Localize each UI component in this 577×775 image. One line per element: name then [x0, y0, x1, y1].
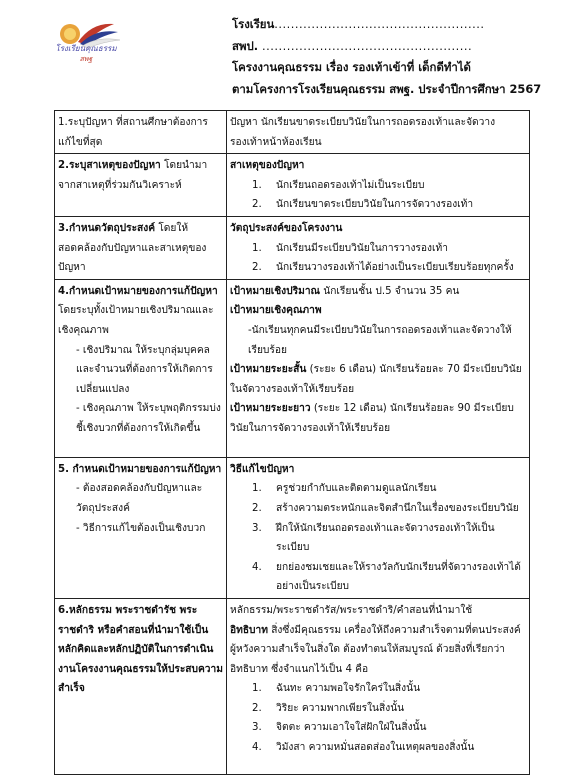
list-item — [230, 718, 526, 738]
row2-left — [55, 154, 227, 217]
school-dots: ................................................... — [274, 17, 485, 31]
list-item — [230, 699, 526, 719]
list-item — [230, 258, 526, 278]
table-row — [55, 279, 530, 457]
row6-right — [227, 598, 530, 774]
list-item — [230, 738, 526, 758]
row2-right — [227, 154, 530, 217]
office-dots: ................................................... — [262, 38, 473, 53]
row3-right-head: วัตถุประสงค์ของโครงงาน — [230, 222, 343, 234]
list-item — [230, 679, 526, 699]
item-number: 2. — [252, 262, 262, 274]
iddhipada-desc: สิ่งซึ่งมีคุณธรรม เครื่องให้ถึงความสำเร็จตามที่ตนประสงค์ ผู้หวังความสำเร็จในสิ่งใด ต้องทำตนให้สมบูรณ์ ด้วยสิ่งที่เรียกว่า อิทธิบาท ซึ่งจำแนกไว้เป็น 4 คือ — [230, 624, 521, 675]
long-term-goal — [230, 399, 526, 438]
short-term-goal — [230, 360, 526, 399]
item-text: ครูช่วยกำกับและติดตามดูแลนักเรียน — [276, 483, 437, 495]
table-row — [55, 216, 530, 279]
list-item — [230, 558, 526, 597]
row4-left-bold: 4.กำหนดเป้าหมายของการแก้ปัญหา — [58, 285, 218, 297]
item-number: 4. — [252, 742, 262, 754]
project-subtitle: ตามโครงการโรงเรียนคุณธรรม สพฐ. ประจำปีการศึกษา 2567 — [232, 81, 542, 96]
list-item — [230, 519, 526, 558]
table-row — [55, 598, 530, 774]
logo-caption — [40, 44, 132, 64]
project-table — [54, 110, 530, 775]
row6-right-head: หลักธรรม/พระราชดำรัส/พระราชดำริ/คำสอนที่นำมาใช้ — [230, 604, 473, 616]
list-item — [230, 195, 526, 215]
row6-left-text: 6.หลักธรรม พระราชดำรัช พระราชดำริ หรือคำสอนที่นำมาใช้เป็นหลักคิดและหลักปฏิบัติในการดำเนินงานโครงงานคุณธรรมให้ประสบความสำเร็จ — [58, 604, 223, 695]
item-text: นักเรียนวางรองเท้าได้อย่างเป็นระเบียบเรียบร้อยทุกครั้ง — [276, 262, 514, 274]
table-row — [55, 457, 530, 598]
list-item — [230, 499, 526, 519]
row5-right-head: วิธีแก้ไขปัญหา — [230, 463, 295, 475]
iddhipada-label: อิทธิบาท — [230, 624, 268, 636]
row2-left-rest: โดยนำมาจากสาเหตุที่ร่วมกันวิเคราะห์ — [58, 160, 208, 191]
item-number: 2. — [252, 702, 262, 714]
item-number: 1. — [252, 179, 262, 191]
row4-left-sub1: - เชิงปริมาณ ให้ระบุกลุ่มบุคคล และจำนวนที่ต้องการให้เกิดการเปลี่ยนแปลง — [76, 344, 213, 395]
logo-caption-sub: สพฐ — [79, 55, 93, 63]
document-header — [232, 14, 572, 100]
row1-right — [227, 111, 530, 154]
item-text: นักเรียนมีระเบียบวินัยในการวางรองเท้า — [276, 242, 448, 254]
item-number: 3. — [252, 522, 262, 534]
item-text: วิริยะ ความพากเพียรในสิ่งนั้น — [276, 702, 405, 714]
item-text: วิมังสา ความหมั่นสอดส่องในเหตุผลของสิ่งนั้น — [276, 742, 475, 754]
table-row — [55, 154, 530, 217]
item-text: ฉันทะ ความพอใจรักใคร่ในสิ่งนั้น — [276, 683, 421, 695]
row4-left-rest: โดยระบุทั้งเป้าหมายเชิงปริมาณและเชิงคุณภาพ — [58, 305, 214, 336]
row3-left — [55, 216, 227, 279]
item-number: 2. — [252, 199, 262, 211]
row2-right-head: สาเหตุของปัญหา — [230, 160, 305, 172]
row6-left — [55, 598, 227, 774]
row4-right — [227, 279, 530, 457]
quantity-goal — [230, 282, 526, 302]
row3-left-rest: โดยให้สอดคล้องกับปัญหาและสาเหตุของปัญหา — [58, 222, 207, 274]
short-term-text: (ระยะ 6 เดือน) นักเรียนร้อยละ 70 มีระเบียบวินัยในจัดวางรองเท้าให้เรียบร้อย — [230, 364, 522, 395]
row1-right-text: ปัญหา นักเรียนขาดระเบียบวินัยในการถอดรองเท้าและจัดวางรองเท้าหน้าห้องเรียน — [230, 117, 496, 148]
row3-right — [227, 216, 530, 279]
item-text: สร้างความตระหนักและจิตสำนึกในเรื่องของระเบียบวินัย — [276, 502, 519, 514]
row5-left — [55, 457, 227, 598]
item-number: 1. — [252, 242, 262, 254]
quality-goal-text: -นักเรียนทุกคนมีระเบียบวินัยในการถอดรองเท้าและจัดวางให้เรียบร้อย — [248, 324, 512, 356]
row1-left-text: 1.ระบุปัญหา ที่สถานศึกษาต้องการแก้ไขที่สุด — [58, 117, 208, 148]
row4-left-sub2: - เชิงคุณภาพ ให้ระบุพฤติกรรมบ่งชี้เชิงบวกที่ต้องการให้เกิดขึ้น — [76, 403, 221, 434]
row5-right — [227, 457, 530, 598]
list-item — [230, 176, 526, 196]
iddhipada-text — [230, 621, 526, 680]
item-number: 1. — [252, 683, 262, 695]
list-item — [230, 479, 526, 499]
item-text: ฝึกให้นักเรียนถอดรองเท้าและจัดวางรองเท้าให้เป็นระเบียบ — [276, 522, 495, 554]
item-number: 2. — [252, 502, 262, 514]
office-line — [232, 36, 572, 58]
row4-left-title — [58, 282, 223, 341]
quality-goal-label: เป้าหมายเชิงคุณภาพ — [230, 305, 322, 317]
row5-left-sub1: - ต้องสอดคล้องกับปัญหาและวัตถุประสงค์ — [76, 483, 203, 514]
school-line — [232, 14, 572, 36]
long-term-label: เป้าหมายระยะยาว — [230, 403, 311, 415]
quantity-goal-text: นักเรียนชั้น ป.5 จำนวน 35 คน — [320, 285, 460, 297]
office-label: สพป. — [232, 38, 259, 53]
item-text: นักเรียนถอดรองเท้าไม่เป็นระเบียบ — [276, 179, 425, 191]
school-label: โรงเรียน — [232, 17, 275, 31]
logo-caption-text: โรงเรียนคุณธรรม — [55, 44, 117, 53]
item-text: นักเรียนขาดระเบียบวินัยในการจัดวางรองเท้า — [276, 199, 474, 211]
row3-left-bold: 3.กำหนดวัตถุประสงค์ — [58, 222, 156, 234]
row4-left — [55, 279, 227, 457]
long-term-text: (ระยะ 12 เดือน) นักเรียนร้อยละ 90 มีระเบียบวินัยในการจัดวางรองเท้าให้เรียบร้อย — [230, 403, 514, 434]
row5-left-sub2: - วิธีการแก้ไขต้องเป็นเชิงบวก — [76, 522, 206, 534]
item-text: ยกย่องชมเชยและให้รางวัลกับนักเรียนที่จัดวางรองเท้าได้อย่างเป็นระเบียบ — [276, 561, 521, 593]
item-text: จิตตะ ความเอาใจใส่ฝักใฝ่ในสิ่งนั้น — [276, 722, 427, 734]
row1-left — [55, 111, 227, 154]
item-number: 1. — [252, 483, 262, 495]
project-title: โครงงานคุณธรรม เรื่อง รองเท้าเข้าที่ เด็กดีทำได้ — [232, 60, 471, 74]
row5-left-title: 5. กำหนดเป้าหมายของการแก้ปัญหา — [58, 463, 222, 475]
list-item — [230, 239, 526, 259]
item-number: 3. — [252, 722, 262, 734]
quantity-goal-label: เป้าหมายเชิงปริมาณ — [230, 285, 320, 297]
table-row — [55, 111, 530, 154]
short-term-label: เป้าหมายระยะสั้น — [230, 364, 307, 376]
item-number: 4. — [252, 561, 262, 573]
row2-left-bold: 2.ระบุสาเหตุของปัญหา — [58, 160, 161, 172]
